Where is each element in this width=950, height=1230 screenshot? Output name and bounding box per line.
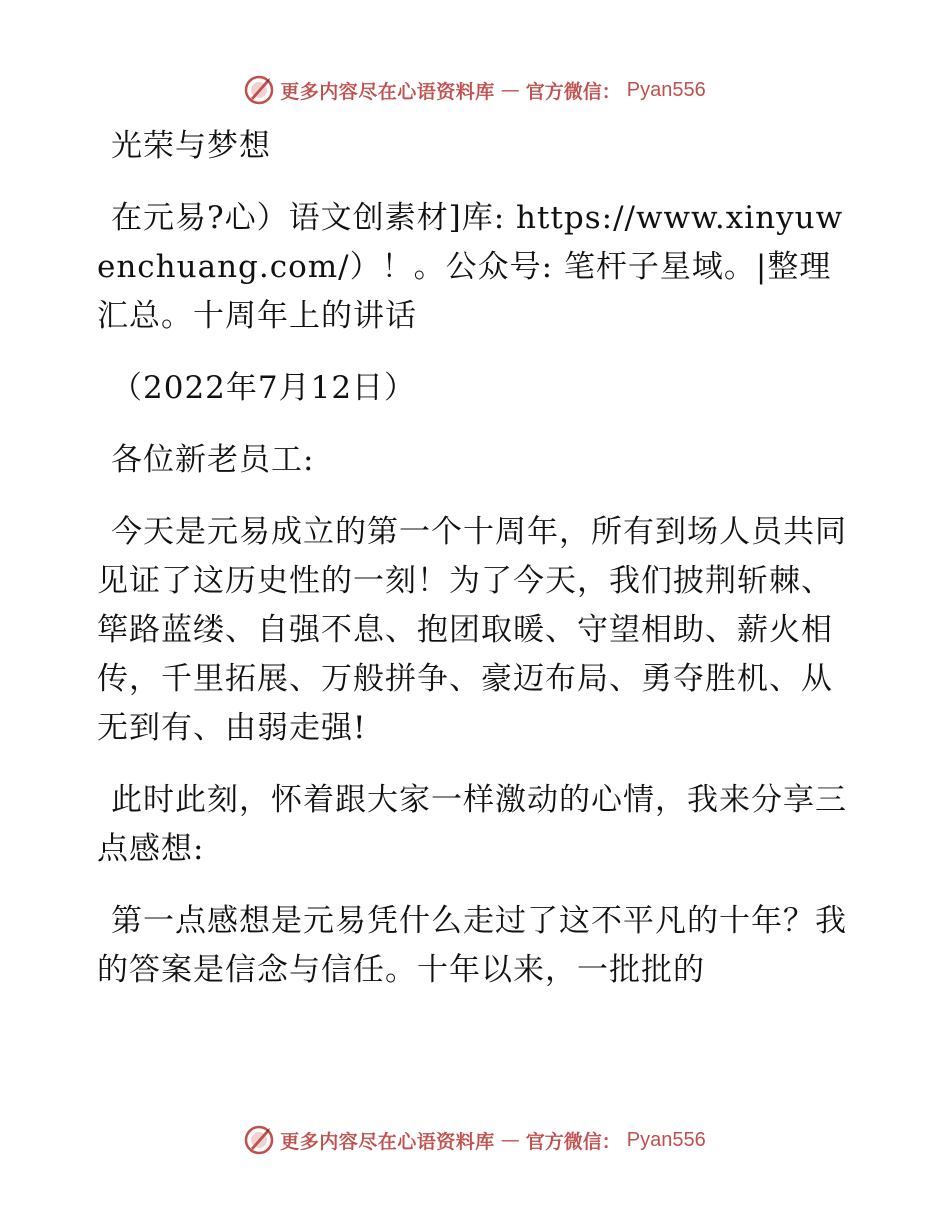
quill-pen-logo-icon — [244, 1125, 274, 1155]
quill-pen-logo-icon — [244, 75, 274, 105]
header-separator: — — [500, 79, 520, 101]
document-title — [97, 122, 857, 171]
paragraph-body-1 — [97, 508, 857, 753]
title-text: 光荣与梦想 — [111, 128, 271, 164]
paragraph-body-3 — [97, 897, 857, 995]
header-banner — [0, 70, 950, 110]
paragraph-salutation — [97, 436, 857, 485]
date-text: （2022年7月12日） — [111, 370, 417, 406]
paragraph-text: 此时此刻，怀着跟大家一样激动的心情，我来分享三点感想: — [97, 782, 847, 867]
paragraph-text: 在元易?心）语文创素材]库: https://www.xinyuwenchuang.com/）！。公众号: 笔杆子星域。|整理汇总。十周年上的讲话 — [97, 200, 844, 334]
footer-wechat-id: Pyan556 — [626, 1128, 706, 1151]
header-wechat-id: Pyan556 — [626, 78, 706, 101]
footer-wechat-label: 官方微信： — [525, 1130, 621, 1153]
paragraph-body-2 — [97, 776, 857, 874]
footer-banner — [0, 1120, 950, 1160]
footer-site-text: 更多内容尽在心语资料库 — [280, 1130, 495, 1153]
header-site-text: 更多内容尽在心语资料库 — [280, 80, 495, 103]
paragraph-text: 今天是元易成立的第一个十周年，所有到场人员共同见证了这历史性的一刻！为了今天，我们披荆斩棘、筚路蓝缕、自强不息、抱团取暖、守望相助、薪火相传，千里拓展、万般拼争、豪迈布局、勇夺胜机、从无到有、由弱走强! — [97, 514, 847, 746]
footer-separator: — — [500, 1129, 520, 1151]
salutation-text: 各位新老员工: — [111, 442, 315, 478]
header-wechat-label: 官方微信： — [525, 80, 621, 103]
paragraph-text: 第一点感想是元易凭什么走过了这不平凡的十年？我的答案是信念与信任。十年以来，一批批的 — [97, 903, 847, 988]
paragraph-source — [97, 194, 857, 341]
paragraph-date — [97, 364, 857, 413]
document-body — [97, 122, 857, 1018]
